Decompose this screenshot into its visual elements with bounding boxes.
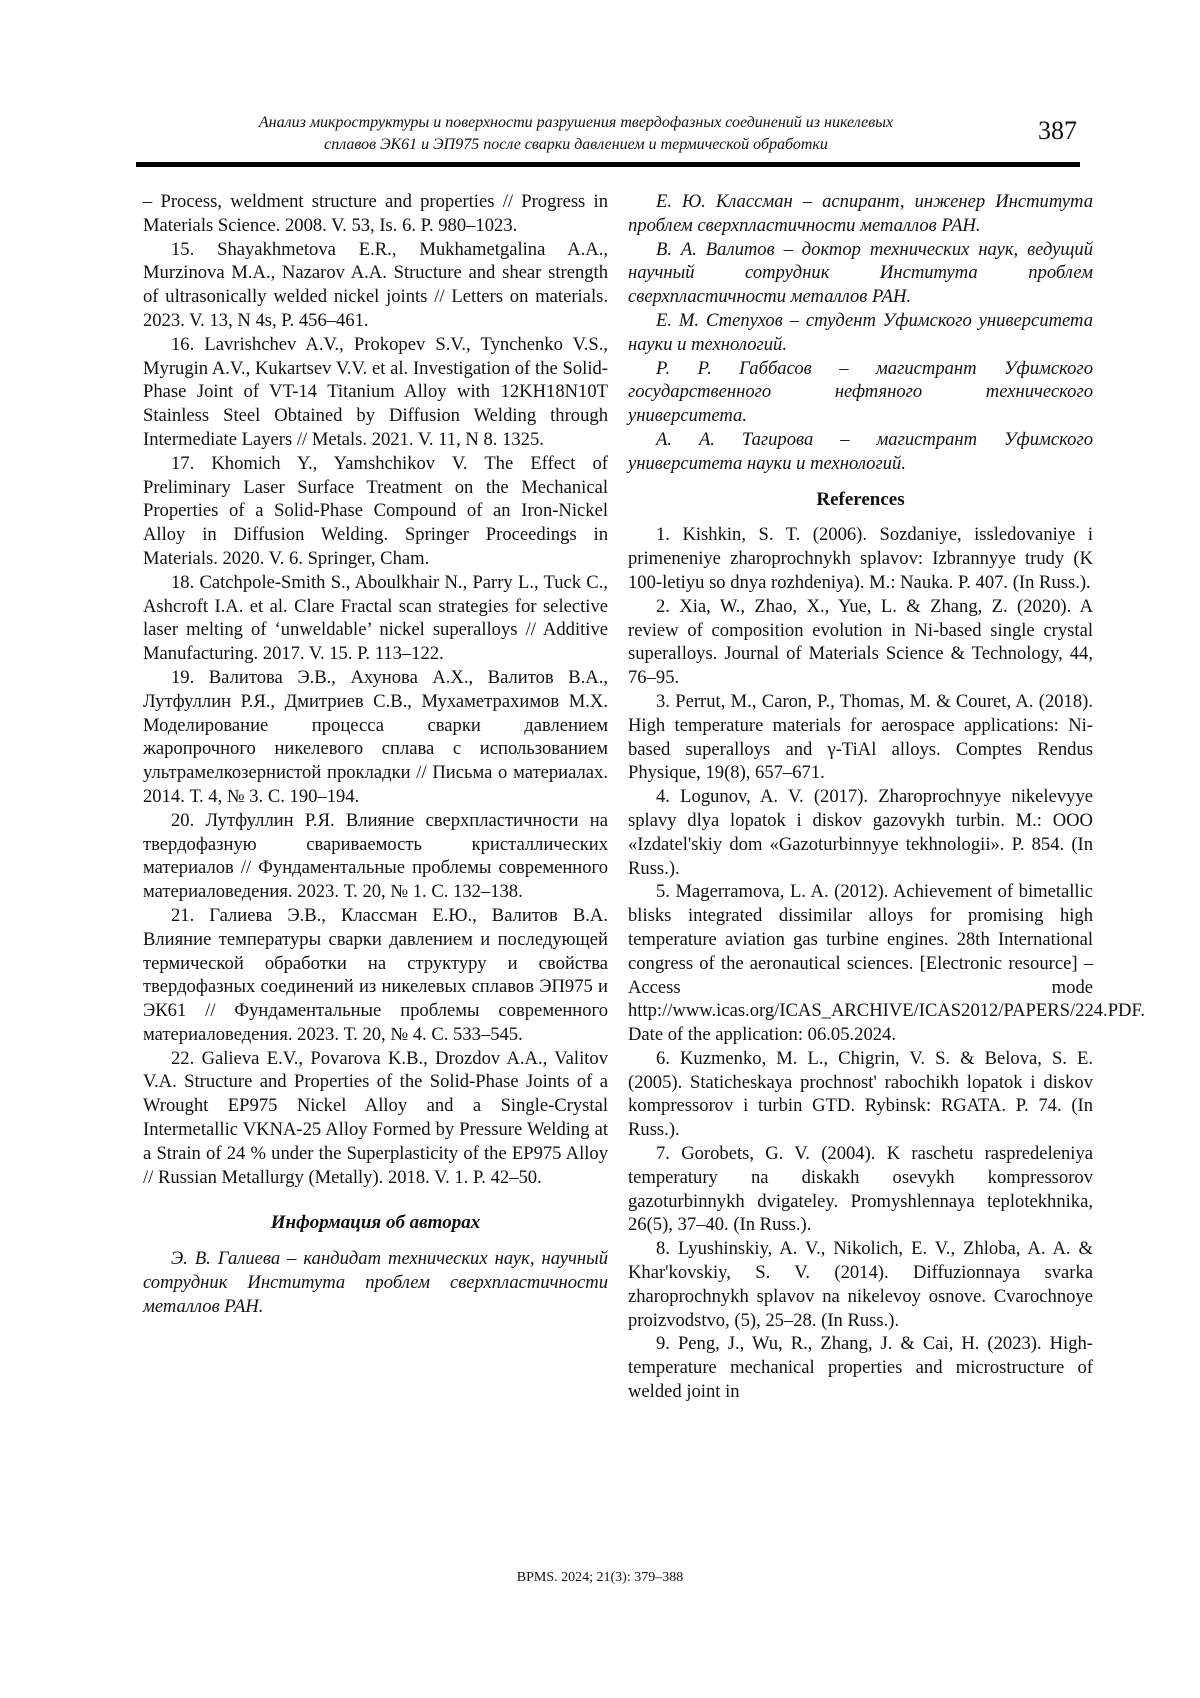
running-title [136,112,1016,156]
reference-20: 20. Лутфуллин Р.Я. Влияние сверхпластичности на твердофазную свариваемость кристаллических материалов // Фундаментальные проблемы современного материаловедения. 2023. Т. 20, № 1. С. 132–138. [143,809,608,904]
authors-heading: Информация об авторах [143,1211,608,1235]
reference-15: 15. Shayakhmetova E.R., Mukhametgalina A.A., Murzinova M.A., Nazarov A.A. Structure and shear strength of ultrasonically welded nickel joints // Letters on materials. 2023. V. 13, N 4s, P. 456–461. [143,238,608,333]
reference-18: 18. Catchpole-Smith S., Aboulkhair N., Parry L., Tuck C., Ashcroft I.A. et al. Clare Fractal scan strategies for selective laser melting of ‘unweldable’ nickel superalloys // Additive Manufacturing. 2017. V. 15. P. 113–122. [143,571,608,666]
running-title-line-2: сплавов ЭК61 и ЭП975 после сварки давлением и термической обработки [136,134,1016,156]
reference-22: 22. Galieva E.V., Povarova K.B., Drozdov A.A., Valitov V.A. Structure and Properties of the Solid-Phase Joints of a Wrought EP975 Nickel Alloy and a Single-Crystal Intermetallic VKNA-25 Alloy Formed by Pressure Welding at a Strain of 24 % under the Superplasticity of the EP975 Alloy // Russian Metallurgy (Metally). 2018. V. 1. P. 42–50. [143,1047,608,1190]
reference-17: 17. Khomich Y., Yamshchikov V. The Effect of Preliminary Laser Surface Treatment on the Mechanical Properties of a Solid-Phase Compound of an Iron-Nickel Alloy in Diffusion Welding. Springer Proceedings in Materials. 2020. V. 6. Springer, Cham. [143,452,608,571]
references-heading: References [628,488,1093,512]
reference-en-6: 6. Kuzmenko, M. L., Chigrin, V. S. & Belova, S. E. (2005). Staticheskaya prochnost' rabochikh lopatok i diskov kompressorov i turbin GTD. Rybinsk: RGATA. P. 74. (In Russ.). [628,1047,1093,1142]
left-column [143,190,608,1319]
page-number: 387 [1038,116,1077,146]
reference-en-1: 1. Kishkin, S. T. (2006). Sozdaniye, issledovaniye i primeneniye zharoprochnykh splavov: Izbrannyye trudy (K 100-letiyu so dnya rozhdeniya). M.: Nauka. P. 407. (In Russ.). [628,523,1093,594]
reference-19: 19. Валитова Э.В., Ахунова А.Х., Валитов В.А., Лутфуллин Р.Я., Дмитриев С.В., Мухаметрахимов М.Х. Моделирование процесса сварки давлением жаропрочного никелевого сплава с использованием ультрамелкозернистой прокладки // Письма о материалах. 2014. Т. 4, № 3. С. 190–194. [143,666,608,809]
author-valitov: В. А. Валитов – доктор технических наук, ведущий научный сотрудник Института проблем сверхпластичности металлов РАН. [628,238,1093,309]
reference-21: 21. Галиева Э.В., Классман Е.Ю., Валитов В.А. Влияние температуры сварки давлением и последующей термической обработки на структуру и свойства твердофазных соединений из никелевых сплавов ЭП975 и ЭК61 // Фундаментальные проблемы современного материаловедения. 2023. Т. 20, № 4. С. 533–545. [143,904,608,1047]
reference-16: 16. Lavrishchev A.V., Prokopev S.V., Tynchenko V.S., Myrugin A.V., Kukartsev V.V. et al. Investigation of the Solid-Phase Joint of VT-14 Titanium Alloy with 12KH18N10T Stainless Steel Obtained by Diffusion Welding through Intermediate Layers // Metals. 2021. V. 11, N 8. 1325. [143,333,608,452]
author-stepukhov: Е. М. Степухов – студент Уфимского университета науки и технологий. [628,309,1093,357]
reference-en-5: 5. Magerramova, L. A. (2012). Achievement of bimetallic blisks integrated dissimilar alloys for promising high temperature aviation gas turbine engines. 28th International congress of the aeronautical sciences. [Electronic resource] – Access mode http://www.icas.org/ICAS_ARCHIVE/ICAS2012/PAPERS/224.PDF. Date of the application: 06.05.2024. [628,880,1093,1047]
reference-en-9: 9. Peng, J., Wu, R., Zhang, J. & Cai, H. (2023). High-temperature mechanical properties and microstructure of welded joint in [628,1332,1093,1403]
journal-citation-footer: BPMS. 2024; 21(3): 379–388 [0,1570,1200,1586]
author-tagirova: А. А. Тагирова – магистрант Уфимского университета науки и технологий. [628,428,1093,476]
running-title-line-1: Анализ микроструктуры и поверхности разрушения твердофазных соединений из никелевых [136,112,1016,134]
reference-en-4: 4. Logunov, A. V. (2017). Zharoprochnyye nikelevyye splavy dlya lopatok i diskov gazovykh turbin. M.: OOO «Izdatel'skiy dom «Gazoturbinnyye tekhnologii». P. 854. (In Russ.). [628,785,1093,880]
header-rule [136,162,1080,167]
reference-continuation: – Process, weldment structure and properties // Progress in Materials Science. 2008. V. 53, Is. 6. P. 980–1023. [143,190,608,238]
reference-en-3: 3. Perrut, M., Caron, P., Thomas, M. & Couret, A. (2018). High temperature materials for aerospace applications: Ni-based superalloys and γ-TiAl alloys. Comptes Rendus Physique, 19(8), 657–671. [628,690,1093,785]
author-klassman: Е. Ю. Классман – аспирант, инженер Института проблем сверхпластичности металлов РАН. [628,190,1093,238]
reference-en-7: 7. Gorobets, G. V. (2004). K raschetu raspredeleniya temperatury na diskakh osevykh kompressorov gazoturbinnykh dvigateley. Promyshlennaya teplotekhnika, 26(5), 37–40. (In Russ.). [628,1142,1093,1237]
author-galieva: Э. В. Галиева – кандидат технических наук, научный сотрудник Института проблем сверхпластичности металлов РАН. [143,1247,608,1318]
author-gabbasov: Р. Р. Габбасов – магистрант Уфимского государственного нефтяного технического университета. [628,357,1093,428]
reference-en-8: 8. Lyushinskiy, A. V., Nikolich, E. V., Zhloba, A. A. & Khar'kovskiy, S. V. (2014). Diffuzionnaya svarka zharoprochnykh splavov na nikelevoy osnove. Cvarochnoye proizvodstvo, (5), 25–28. (In Russ.). [628,1237,1093,1332]
right-column [628,190,1093,1404]
reference-en-2: 2. Xia, W., Zhao, X., Yue, L. & Zhang, Z. (2020). A review of composition evolution in Ni-based single crystal superalloys. Journal of Materials Science & Technology, 44, 76–95. [628,595,1093,690]
